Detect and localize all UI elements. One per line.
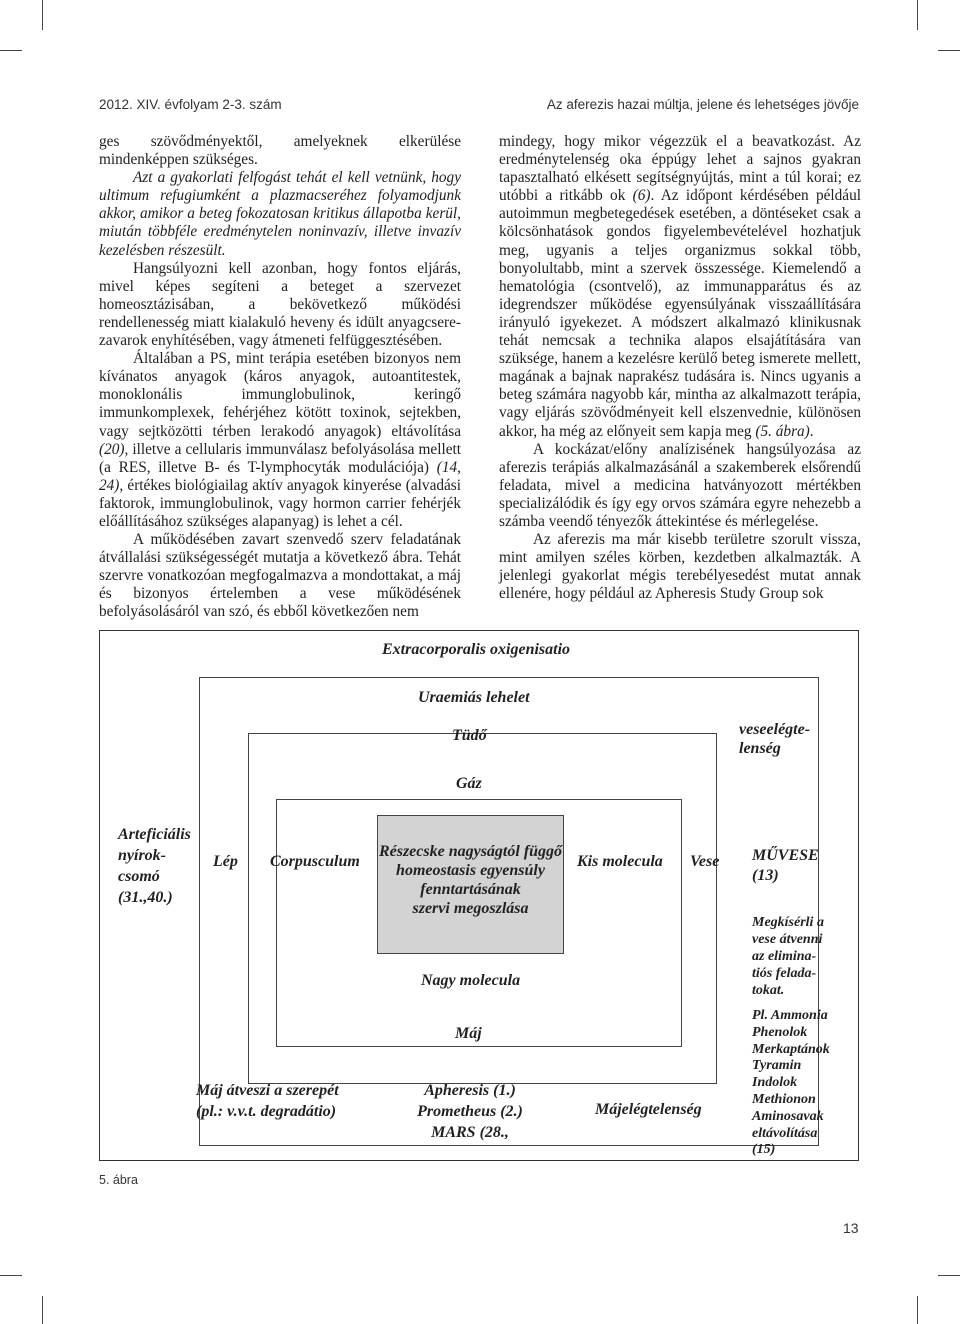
- running-header-left: 2012. XIV. évfolyam 2-3. szám: [99, 97, 282, 112]
- label-apheresis: Apheresis (1.) Prometheus (2.) MARS (28.,: [417, 1082, 523, 1141]
- crop-mark: [938, 1275, 960, 1276]
- paragraph: A működésében zavart szenvedő szerv feladatának átvállalási szükségességét mutatja a következő ábra. Tehát szervre vonatkozóan megfogalmazva a mondottakat, a máj és bizonyos értelemben a vese működésének befolyásolásáról van szó, és ebből következően nem: [99, 531, 461, 621]
- paragraph: Az aferezis ma már kisebb területre szorult vissza, mint amilyen széles körben, kezdetben alkalmazták. A jelenlegi gyakorlat mégis terebélyesedést mutat annak ellenére, hogy például az Apheresis Study Group sok: [499, 531, 861, 603]
- label-kis-molecula: Kis molecula: [577, 853, 663, 870]
- label-maj: Máj: [455, 1025, 482, 1042]
- label-corpusculum: Corpusculum: [270, 853, 360, 870]
- crop-mark: [917, 1296, 918, 1324]
- running-header-right: Az aferezis hazai múltja, jelene és lehetséges jövője: [546, 97, 859, 112]
- label-lep: Lép: [213, 853, 238, 870]
- citation: (6): [632, 187, 651, 205]
- crop-mark: [42, 1296, 43, 1324]
- right-column: [499, 133, 861, 603]
- paragraph: Általában a PS, mint terápia esetében bizonyos nem kívánatos anyagok (káros anyagok, autoantitestek, monoklonális immunglobulinok, keringő immunkomplexek, fehérjéhez kötött toxinok, sejtekben, vagy sejtközötti térben lerakodó anyagok) eltávolítása (20), illetve a cellularis immunválasz befolyásolása mellett (a RES, illetve B- és T-lymphocyták modulációja) (14, 24), értékes biológiailag aktív anyagok kinyerése (alvadási faktorok, immunglobulinok, vagy hormon carrier fehérjék előállításához szükséges alapanyag) is lehet a cél.: [99, 350, 461, 530]
- paragraph: A kockázat/előny analízisének hangsúlyozása az aferezis terápiás alkalmazásánál a szakemberek elsőrendű feladata, mivel a medicina hatványozott mértékben specializálódik és így egy orvos számára egyre nehezebb a számba veendő tényezők áttekintése és mérlegelése.: [499, 440, 861, 530]
- label-nagy-molecula: Nagy molecula: [421, 972, 521, 989]
- left-column: [99, 133, 461, 622]
- label-uraemias: Uraemiás lehelet: [418, 689, 530, 706]
- label-majelegtelenseg: Májelégtelenség: [595, 1101, 702, 1118]
- figure-5-diagram: [99, 630, 859, 1161]
- figure-caption: 5. ábra: [99, 1173, 138, 1187]
- label-center: Részecske nagyságtól függő homeostasis egyensúly fenntartásának szervi megoszlása: [378, 843, 563, 917]
- crop-mark: [42, 0, 43, 30]
- crop-mark: [0, 50, 22, 51]
- label-tudo: Tüdő: [452, 727, 487, 744]
- label-megkiserli: Megkísérli a vese átvenni az elimina- tiós felada- tokat.: [752, 915, 824, 998]
- paragraph-italic: Azt a gyakorlati felfogást tehát el kell vetnünk, hogy ultimum refugiumként a plazmacseréhez folyamodjunk akkor, amikor a beteg fokozatosan kritikus állapotba kerül, miután többféle eredménytelen noninvazív, illetve invazív kezelésben részesült.: [99, 169, 461, 259]
- figure-reference: (5. ábra): [755, 422, 810, 440]
- label-gaz: Gáz: [456, 775, 482, 792]
- crop-mark: [0, 1275, 22, 1276]
- citation: (14, 24): [99, 458, 461, 494]
- citation: (20): [99, 440, 125, 458]
- label-maj-atveszi: Máj átveszi a szerepét (pl.: v.v.t. degradátio): [196, 1082, 339, 1120]
- page-number: 13: [843, 1220, 859, 1236]
- crop-mark: [917, 0, 918, 30]
- paragraph: Hangsúlyozni kell azonban, hogy fontos eljárás, mivel képes segíteni a beteget a szervezet homeosztázisában, a bekövetkező működési rendellenesség miatt kialakuló heveny és idült anyagcsere-zavarok enyhítésében, vagy átmeneti felfüggesztésében.: [99, 259, 461, 350]
- label-extracorporalis: Extracorporalis oxigenisatio: [382, 641, 571, 658]
- crop-mark: [938, 50, 960, 51]
- paragraph: mindegy, hogy mikor végezzük el a beavatkozást. Az eredménytelenség oka éppúgy lehet a sajnos gyakran tapasztalható elkésett segítségnyújtás, mint a túl korai; ez utóbbi a ritkább ok (6). Az időpont kérdésében például autoimmun megbetegedések esetében, a döntéseket csak a kölcsönhatások gondos figyelembevételével hozhatjuk meg, ugyanis a teljes organizmus sokkal több, bonyolultabb, mint a szervek összessége. Kiemelendő a hematológia (csontvelő), az immunapparátus és az idegrendszer működése egyensúlyának visszaállítására irányuló igyekezet. A módszert alkalmazó klinikusnak tehát nemcsak a technika alapos elsajátítására van szüksége, hanem a kezelésre kerülő beteg ismerete mellett, magának a bajnak naprakész tudására is. Nincs ugyanis a beteg számára nagyobb kár, mintha az alkalmazott terápia, vagy eljárás szövődményeit kell elszenvednie, különösen akkor, ha még az előnyeit sem kapja meg (5. ábra).: [499, 133, 861, 440]
- label-muvese: MŰVESE (13): [752, 847, 819, 884]
- label-veseelegtelenseg: veseelégte- lenség: [739, 721, 811, 757]
- label-artificialis: Arteficiális nyírok- csomó (31.,40.): [118, 826, 191, 906]
- paragraph: ges szövődményektől, amelyeknek elkerülése mindenképpen szükséges.: [99, 133, 461, 169]
- label-eliminated-substances: Pl. Ammonia Phenolok Merkaptánok Tyramin Indolok Methionon Aminosavak eltávolítása (15): [752, 1008, 830, 1158]
- label-vese: Vese: [690, 853, 720, 870]
